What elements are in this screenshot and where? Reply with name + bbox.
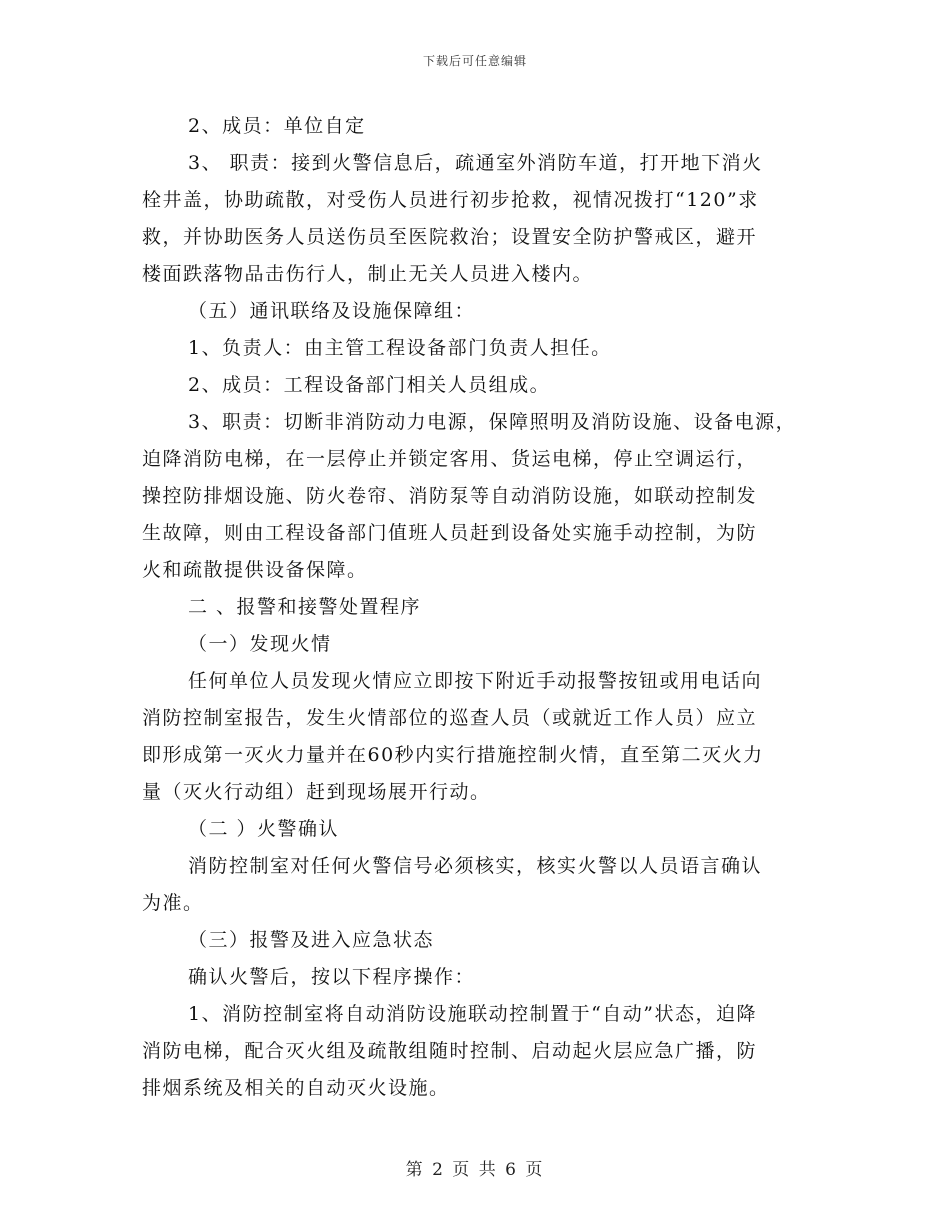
section-heading: （二 ）火警确认 <box>188 818 340 840</box>
page-footer: 第 2 页 共 6 页 <box>405 1160 545 1180</box>
paragraph-line: 任何单位人员发现火情应立即按下附近手动报警按钮或用电话向 <box>188 670 763 692</box>
paragraph-line: 火和疏散提供设备保障。 <box>142 559 368 581</box>
section-heading: 二 、报警和接警处置程序 <box>188 596 422 618</box>
paragraph-line: 2、成员：工程设备部门相关人员组成。 <box>188 374 551 396</box>
paragraph-line: 排烟系统及相关的自动灭火设施。 <box>142 1077 450 1099</box>
paragraph-line: 2、成员：单位自定 <box>188 115 366 137</box>
paragraph-line: 为准。 <box>142 892 204 914</box>
page-header: 下载后可任意编辑 <box>422 54 527 68</box>
paragraph-line: 栓井盖，协助疏散，对受伤人员进行初步抢救，视情况拨打“120”求 <box>142 189 759 211</box>
paragraph-line: 救，并协助医务人员送伤员至医院救治；设置安全防护警戒区，避开 <box>142 226 758 248</box>
paragraph-line: 3、职责：切断非消防动力电源，保障照明及消防设施、设备电源， <box>188 411 797 433</box>
section-heading: （一）发现火情 <box>188 633 332 655</box>
paragraph-line: 操控防排烟设施、防火卷帘、消防泵等自动消防设施，如联动控制发 <box>142 485 758 507</box>
paragraph-line: 楼面跌落物品击伤行人，制止无关人员进入楼内。 <box>142 263 594 285</box>
paragraph-line: 确认火警后，按以下程序操作： <box>188 966 476 988</box>
paragraph-line: 量（灭火行动组）赶到现场展开行动。 <box>142 781 491 803</box>
section-heading: （五）通讯联络及设施保障组： <box>188 300 476 322</box>
paragraph-line: 1、消防控制室将自动消防设施联动控制置于“自动”状态，迫降 <box>188 1003 758 1025</box>
paragraph-line: 迫降消防电梯，在一层停止并锁定客用、货运电梯，停止空调运行， <box>142 448 758 470</box>
paragraph-line: 1、负责人：由主管工程设备部门负责人担任。 <box>188 337 612 359</box>
paragraph-line: 消防控制室报告，发生火情部位的巡查人员（或就近工作人员）应立 <box>142 707 758 729</box>
document-body <box>142 108 832 1107</box>
paragraph-line: 消防控制室对任何火警信号必须核实，核实火警以人员语言确认 <box>188 855 763 877</box>
section-heading: （三）报警及进入应急状态 <box>188 929 435 951</box>
paragraph-line: 生故障，则由工程设备部门值班人员赶到设备处实施手动控制，为防 <box>142 522 758 544</box>
paragraph-line: 即形成第一灭火力量并在60秒内实行措施控制火情，直至第二灭火力 <box>142 744 764 766</box>
paragraph-line: 3、 职责：接到火警信息后，疏通室外消防车道，打开地下消火 <box>188 152 763 174</box>
paragraph-line: 消防电梯，配合灭火组及疏散组随时控制、启动起火层应急广播，防 <box>142 1040 758 1062</box>
